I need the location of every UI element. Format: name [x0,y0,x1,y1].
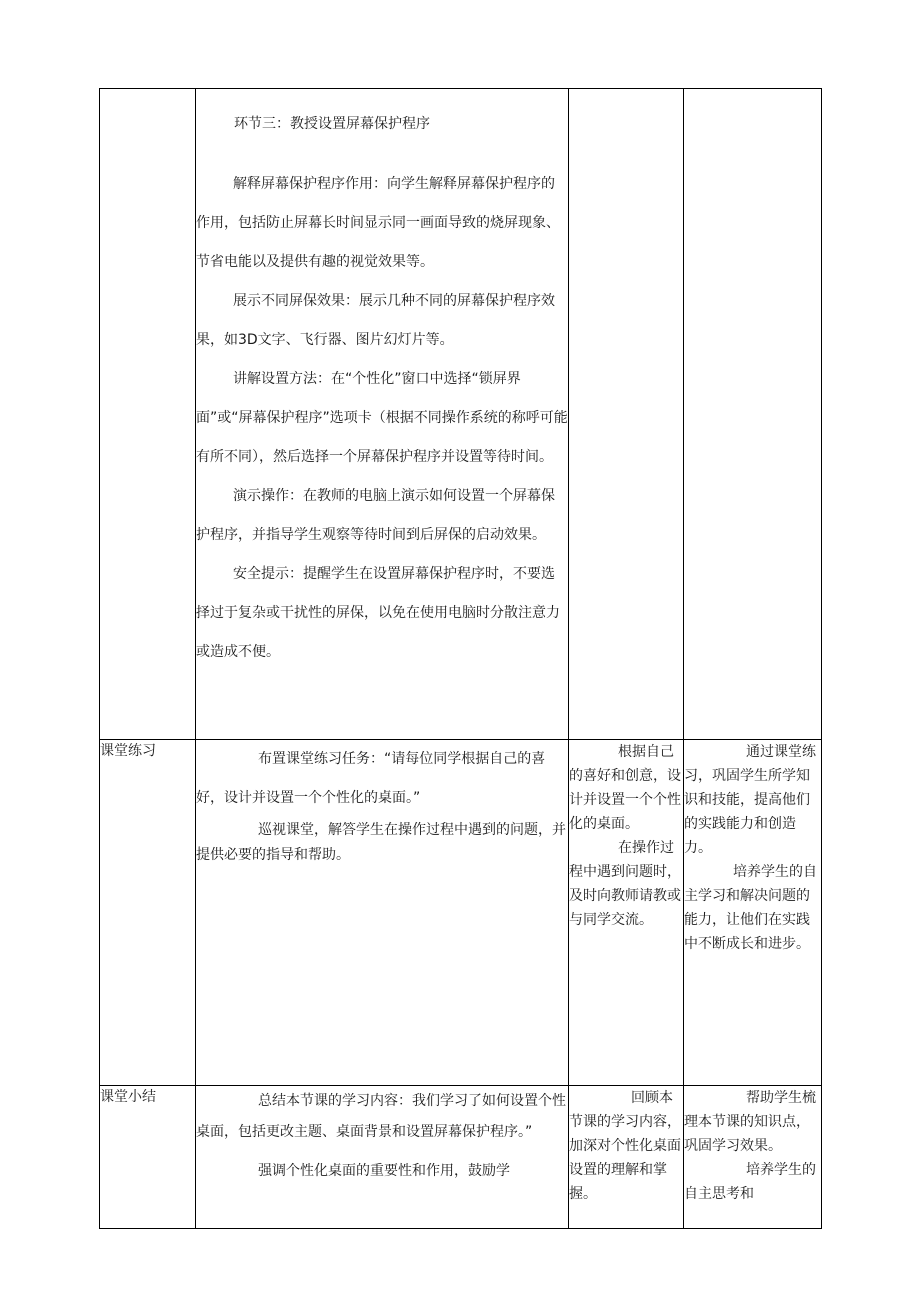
summary-student-activity: 回顾本节课的学习内容，加深对个性化桌面设置的理解和掌握。 [569,1090,681,1202]
practice-label-cell [100,740,196,1086]
stage-three-paragraph: 安全提示：提醒学生在设置屏幕保护程序时，不要选择过于复杂或干扰性的屏保，以免在使用电脑时分散注意力或造成不便。 [196,566,560,660]
practice-label: 课堂练习 [100,743,156,759]
practice-design-intent: 通过课堂练习，巩固学生所学知识和技能，提高他们的实践能力和创造力。 [684,744,816,856]
summary-paragraph: 强调个性化桌面的重要性和作用，鼓励学 [258,1163,510,1179]
summary-content-cell [196,1086,569,1229]
stage-three-paragraph: 讲解设置方法：在“个性化”窗口中选择“锁屏界面”或“屏幕保护程序”选项卡（根据不同操作系统的称呼可能有所不同），然后选择一个屏幕保护程序并设置等待时间。 [196,371,568,465]
summary-design-intent: 培养学生的自主思考和 [684,1162,816,1202]
practice-guidance-paragraph: 巡视课堂，解答学生在操作过程中遇到的问题，并提供必要的指导和帮助。 [196,822,566,863]
practice-intent-cell [684,740,822,1086]
summary-intent-cell [684,1086,822,1229]
lesson-plan-table [99,88,822,1229]
stage-three-heading: 环节三：教授设置屏幕保护程序 [234,116,430,132]
stage-three-student-cell [569,89,684,740]
stage-three-content-cell [196,89,569,740]
practice-task-paragraph: 布置课堂练习任务：“请每位同学根据自己的喜好，设计并设置一个个性化的桌面。” [196,751,546,806]
summary-design-intent: 帮助学生梳理本节课的知识点，巩固学习效果。 [684,1090,816,1154]
summary-label: 课堂小结 [100,1089,156,1105]
stage-three-label-cell [100,89,196,740]
stage-three-paragraph: 演示操作：在教师的电脑上演示如何设置一个屏幕保护程序，并指导学生观察等待时间到后屏保的启动效果。 [196,488,555,543]
practice-student-activity: 根据自己的喜好和创意，设计并设置一个个性化的桌面。 [569,744,681,832]
stage-three-intent-cell [684,89,822,740]
stage-three-row [100,89,822,740]
stage-three-paragraph: 展示不同屏保效果：展示几种不同的屏幕保护程序效果，如3D文字、飞行器、图片幻灯片等。 [196,293,555,348]
summary-label-cell [100,1086,196,1229]
practice-content-cell [196,740,569,1086]
stage-three-paragraph: 解释屏幕保护程序作用：向学生解释屏幕保护程序的作用，包括防止屏幕长时间显示同一画面导致的烧屏现象、节省电能以及提供有趣的视觉效果等。 [196,176,560,270]
summary-student-cell [569,1086,684,1229]
practice-row [100,740,822,1086]
practice-student-cell [569,740,684,1086]
practice-design-intent: 培养学生的自主学习和解决问题的能力，让他们在实践中不断成长和进步。 [684,864,817,952]
practice-student-activity: 在操作过程中遇到问题时，及时向教师请教或与同学交流。 [569,840,681,928]
summary-paragraph: 总结本节课的学习内容：我们学习了如何设置个性桌面，包括更改主题、桌面背景和设置屏幕保护程序。” [196,1093,566,1140]
summary-row [100,1086,822,1229]
